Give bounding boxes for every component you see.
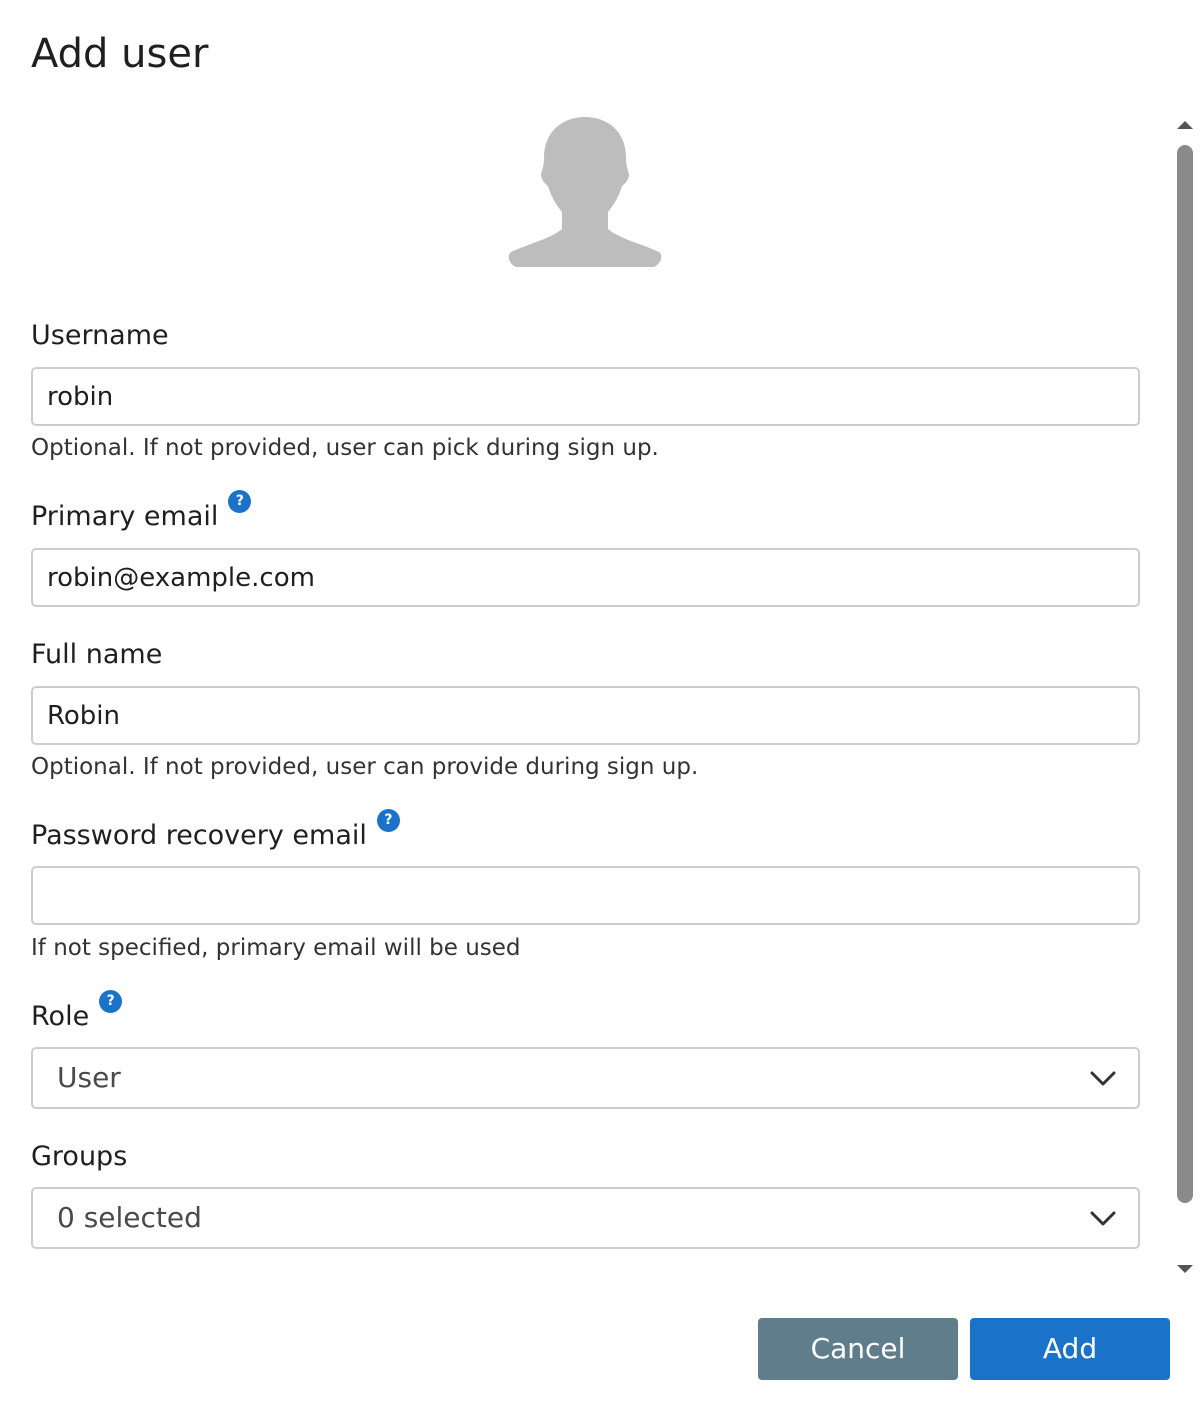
full-name-hint: Optional. If not provided, user can provide during sign up. bbox=[31, 754, 699, 780]
role-select[interactable] bbox=[31, 1047, 1140, 1109]
chevron-down-icon bbox=[1090, 1205, 1116, 1231]
groups-selected-value: 0 selected bbox=[57, 1201, 202, 1234]
primary-email-label: Primary email ? bbox=[31, 500, 251, 534]
scroll-down-arrow-icon[interactable] bbox=[1176, 1262, 1194, 1276]
primary-email-input[interactable] bbox=[31, 548, 1140, 607]
recovery-email-hint: If not specified, primary email will be used bbox=[31, 935, 521, 961]
full-name-input[interactable] bbox=[31, 686, 1140, 745]
cancel-button[interactable]: Cancel bbox=[758, 1318, 958, 1380]
primary-email-help-icon[interactable]: ? bbox=[228, 490, 251, 513]
role-selected-value: User bbox=[57, 1061, 121, 1094]
form-scroll-area bbox=[0, 108, 1200, 1283]
full-name-label: Full name bbox=[31, 639, 163, 670]
groups-label: Groups bbox=[31, 1141, 128, 1172]
add-button[interactable]: Add bbox=[970, 1318, 1170, 1380]
recovery-email-help-icon[interactable]: ? bbox=[377, 809, 400, 832]
role-help-icon[interactable]: ? bbox=[99, 990, 122, 1013]
recovery-email-label: Password recovery email ? bbox=[31, 819, 400, 853]
scrollbar-thumb[interactable] bbox=[1177, 145, 1193, 1203]
groups-select[interactable] bbox=[31, 1187, 1140, 1249]
dialog-title: Add user bbox=[31, 31, 209, 77]
username-hint: Optional. If not provided, user can pick during sign up. bbox=[31, 435, 659, 461]
username-label: Username bbox=[31, 320, 169, 351]
scroll-up-arrow-icon[interactable] bbox=[1176, 118, 1194, 132]
recovery-email-input[interactable] bbox=[31, 866, 1140, 925]
chevron-down-icon bbox=[1090, 1065, 1116, 1091]
username-input[interactable] bbox=[31, 367, 1140, 426]
form-scrollbar[interactable] bbox=[1174, 108, 1196, 1283]
user-avatar-icon bbox=[508, 116, 662, 270]
role-label: Role ? bbox=[31, 1000, 122, 1034]
